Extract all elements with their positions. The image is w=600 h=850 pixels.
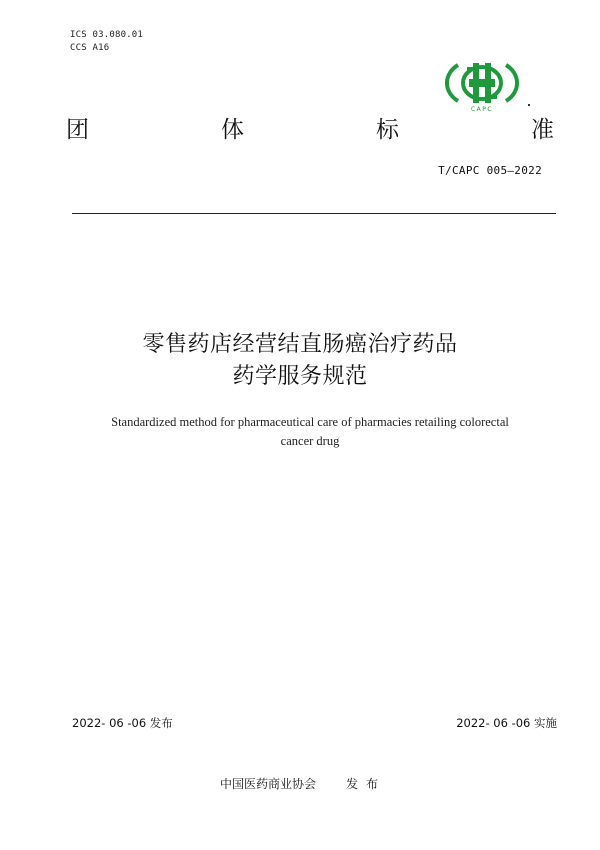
- heading-char-4: 准: [531, 117, 554, 143]
- header-divider: [72, 213, 556, 214]
- title-en-line-1: Standardized method for pharmaceutical care of pharmacies retailing colorectal: [111, 415, 509, 429]
- group-standard-heading: [66, 116, 554, 144]
- capc-logo-icon: [444, 55, 520, 113]
- issuer: [220, 775, 386, 792]
- issuer-org: 中国医药商业协会: [220, 777, 317, 791]
- title-zh-line-2: 药学服务规范: [232, 364, 368, 389]
- release-date: 2022- 06 -06 发布: [72, 716, 173, 730]
- heading-char-2: 体: [221, 117, 244, 143]
- implementation-date: 2022- 06 -06 实施: [456, 716, 557, 730]
- ccs-code: CCS A16: [70, 43, 110, 53]
- decorative-dot: [528, 104, 530, 106]
- document-title: [0, 329, 600, 393]
- title-en-line-2: cancer drug: [280, 434, 340, 448]
- svg-text:CAPC: CAPC: [470, 106, 494, 113]
- classification-codes: [70, 29, 143, 55]
- english-title: [60, 413, 560, 451]
- heading-char-1: 团: [66, 117, 89, 143]
- title-zh-line-1: 零售药店经营结直肠癌治疗药品: [142, 332, 458, 357]
- heading-char-3: 标: [376, 117, 399, 143]
- issuer-action: 发布: [346, 777, 387, 791]
- ics-code: ICS 03.080.01: [70, 30, 144, 40]
- standard-number: T/CAPC 005—2022: [438, 164, 542, 177]
